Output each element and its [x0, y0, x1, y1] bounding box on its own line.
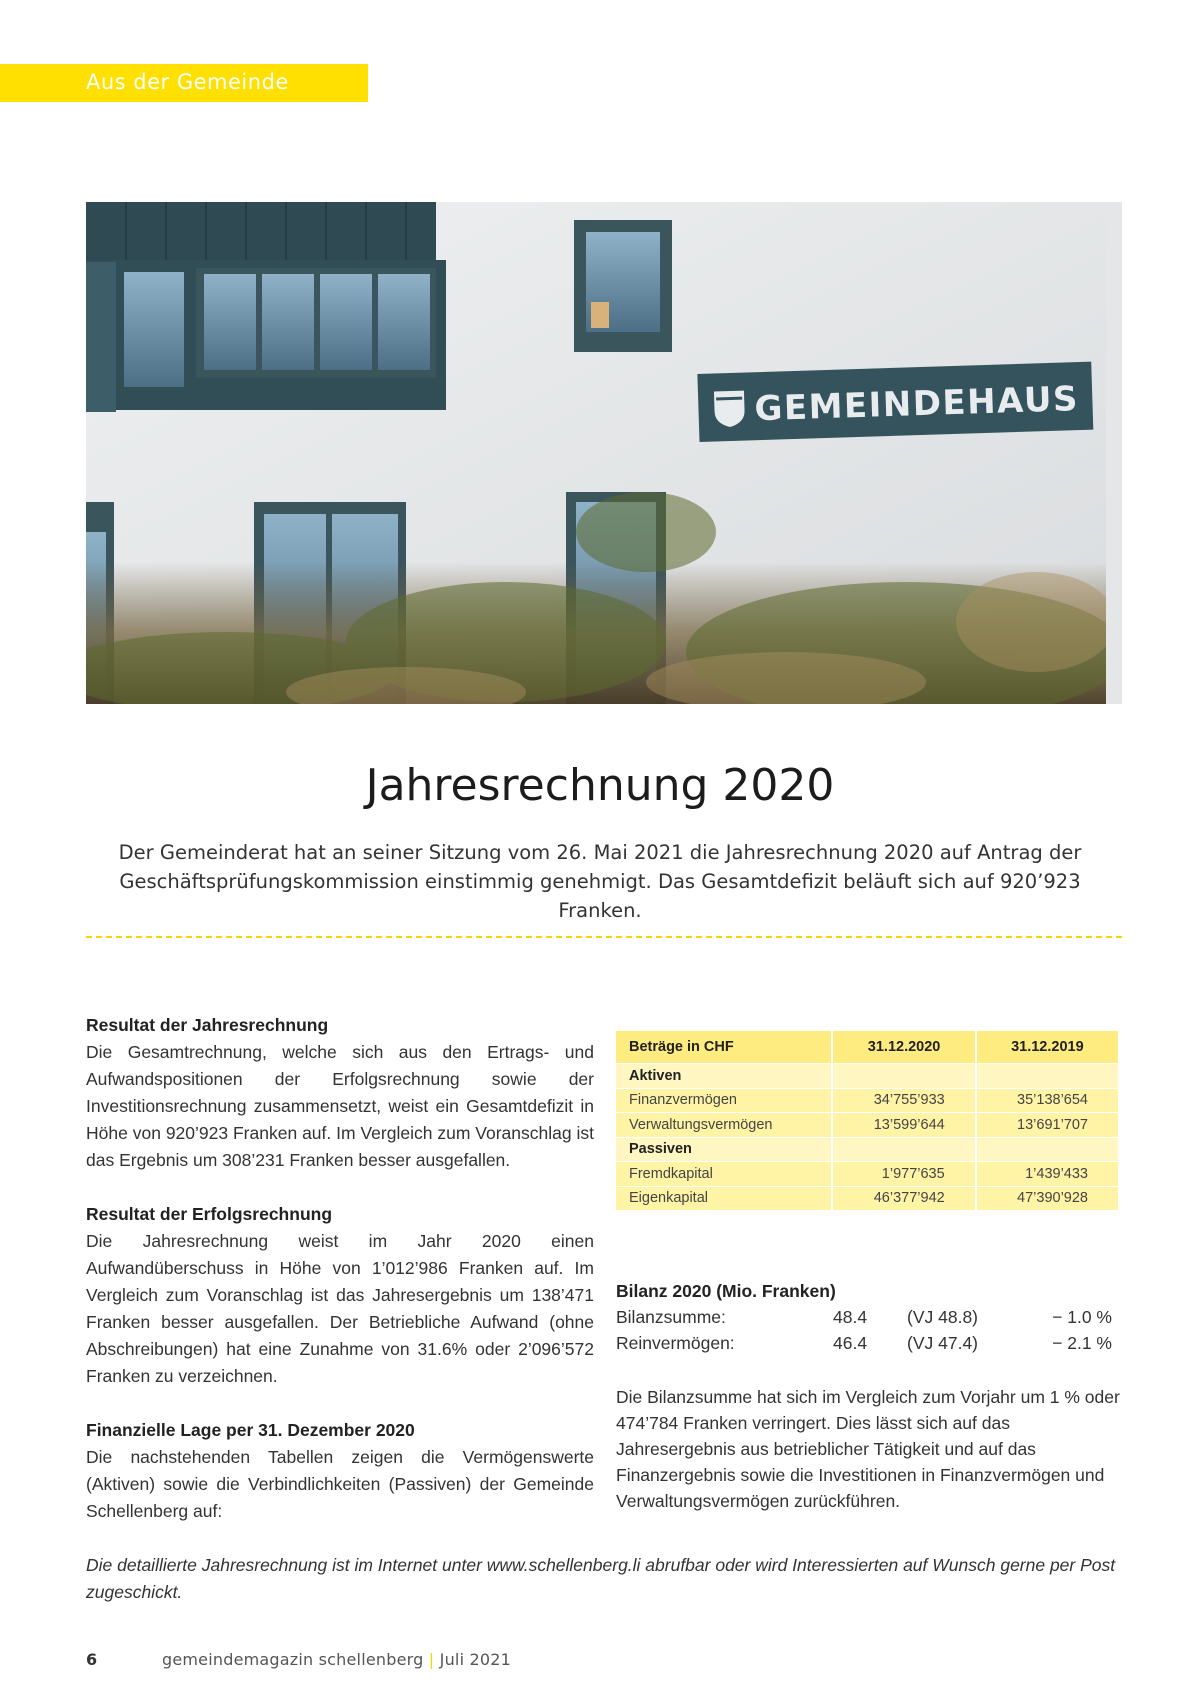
- footer-separator: |: [428, 1650, 435, 1669]
- bilanz-label: Bilanzsumme:: [616, 1307, 726, 1327]
- table-row: [616, 1112, 1118, 1137]
- table-cell-value: 13’691’707: [975, 1112, 1118, 1137]
- table-header-cell: 31.12.2020: [831, 1031, 974, 1063]
- bilanz-label: Reinvermögen:: [616, 1333, 735, 1353]
- issue-date: Juli 2021: [439, 1650, 512, 1669]
- table-cell-value: 1’439’433: [975, 1161, 1118, 1186]
- section-tab: [0, 64, 368, 102]
- section-finanzielle-lage: [86, 1417, 594, 1525]
- bilanz-previous: (VJ 47.4): [907, 1333, 978, 1353]
- building-photo: [86, 202, 1122, 704]
- table-row: [616, 1161, 1118, 1186]
- table-cell-value: 13’599’644: [831, 1112, 974, 1137]
- table-cell-value: 35’138’654: [975, 1088, 1118, 1113]
- table-cell-value: 34’755’933: [831, 1088, 974, 1113]
- sign-text: GEMEINDEHAUS: [753, 379, 1080, 430]
- table-header-row: [616, 1031, 1118, 1063]
- article-note: Die detaillierte Jahresrechnung ist im Internet unter www.schellenberg.li abrufbar oder wird Interessierten auf Wunsch gerne per Post zugeschickt.: [86, 1555, 1116, 1602]
- bilanz-section: [616, 1278, 1122, 1514]
- section-body: Die Jahresrechnung weist im Jahr 2020 einen Aufwandüberschuss in Höhe von 1’012’986 Franken auf. Im Vergleich zum Voranschlag ist das Jahresergebnis um 138’471 Franken besser ausgefallen. Der Betriebliche Aufwand (ohne Abschreibungen) hat eine Zunahme von 31.6% oder 2’096’572 Franken zu verzeichnen.: [86, 1231, 594, 1386]
- table-cell-value: 1’977’635: [831, 1161, 974, 1186]
- table-cell-value: 46’377’942: [831, 1186, 974, 1211]
- footer-magazine: [162, 1650, 511, 1669]
- table-cell-label: Finanzvermögen: [616, 1088, 831, 1113]
- bilanz-change: − 1.0 %: [1052, 1307, 1112, 1327]
- table-group-row: [616, 1137, 1118, 1162]
- table-cell-label: Eigenkapital: [616, 1186, 831, 1211]
- table-row: [616, 1088, 1118, 1113]
- table-header-cell: 31.12.2019: [975, 1031, 1118, 1063]
- bilanz-row: [616, 1304, 1122, 1330]
- table-cell-label: Fremdkapital: [616, 1161, 831, 1186]
- bilanz-value: 48.4: [833, 1307, 868, 1327]
- section-label: Aus der Gemeinde: [86, 70, 289, 94]
- section-body: Die Gesamtrechnung, welche sich aus den Ertrags- und Aufwandspositionen der Erfolgsrechnung sowie der Investitionsrechnung zusammensetzt, weist ein Gesamtdefizit in Höhe von 920’923 Franken auf. Im Vergleich zum Voranschlag ist das Ergebnis um 308’231 Franken besser ausgefallen.: [86, 1042, 594, 1170]
- financial-table: [616, 1031, 1118, 1210]
- table-group-label: Aktiven: [616, 1063, 831, 1088]
- page-number: 6: [86, 1650, 98, 1669]
- section-body: Die nachstehenden Tabellen zeigen die Vermögenswerte (Aktiven) sowie die Verbindlichkeiten (Passiven) der Gemeinde Schellenberg auf:: [86, 1447, 594, 1521]
- table-cell-value: 47’390’928: [975, 1186, 1118, 1211]
- magazine-name: gemeindemagazin schellenberg: [162, 1650, 424, 1669]
- bilanz-row: [616, 1330, 1122, 1356]
- table-group-row: [616, 1063, 1118, 1088]
- section-heading: Finanzielle Lage per 31. Dezember 2020: [86, 1420, 415, 1440]
- bilanz-change: − 2.1 %: [1052, 1333, 1112, 1353]
- section-jahresrechnung: [86, 1012, 594, 1174]
- bilanz-previous: (VJ 48.8): [907, 1307, 978, 1327]
- table-row: [616, 1186, 1118, 1211]
- left-column: [86, 1012, 594, 1552]
- bilanz-value: 46.4: [833, 1333, 868, 1353]
- table-cell-label: Verwaltungsvermögen: [616, 1112, 831, 1137]
- section-erfolgsrechnung: [86, 1201, 594, 1390]
- table-header-cell: Beträge in CHF: [616, 1031, 831, 1063]
- section-heading: Resultat der Erfolgsrechnung: [86, 1204, 333, 1224]
- bilanz-text: Die Bilanzsumme hat sich im Vergleich zum Vorjahr um 1 % oder 474’784 Franken verringert. Dies lässt sich auf das Jahresergebnis aus betrieblicher Tätigkeit und auf das Finanzergebnis sowie die Investitionen in Finanzvermögen und Verwaltungsvermögen zurückführen.: [616, 1387, 1120, 1511]
- article-title: Jahresrechnung 2020: [365, 760, 835, 811]
- dashed-divider: [86, 936, 1122, 938]
- section-heading: Resultat der Jahresrechnung: [86, 1015, 329, 1035]
- table-group-label: Passiven: [616, 1137, 831, 1162]
- article-lead: Der Gemeinderat hat an seiner Sitzung vom 26. Mai 2021 die Jahresrechnung 2020 auf Antrag der Geschäftsprüfungskommission einstimmig genehmigt. Das Gesamtdefizit beläuft sich auf 920’923 Franken.: [118, 841, 1082, 922]
- bilanz-heading: Bilanz 2020 (Mio. Franken): [616, 1281, 836, 1301]
